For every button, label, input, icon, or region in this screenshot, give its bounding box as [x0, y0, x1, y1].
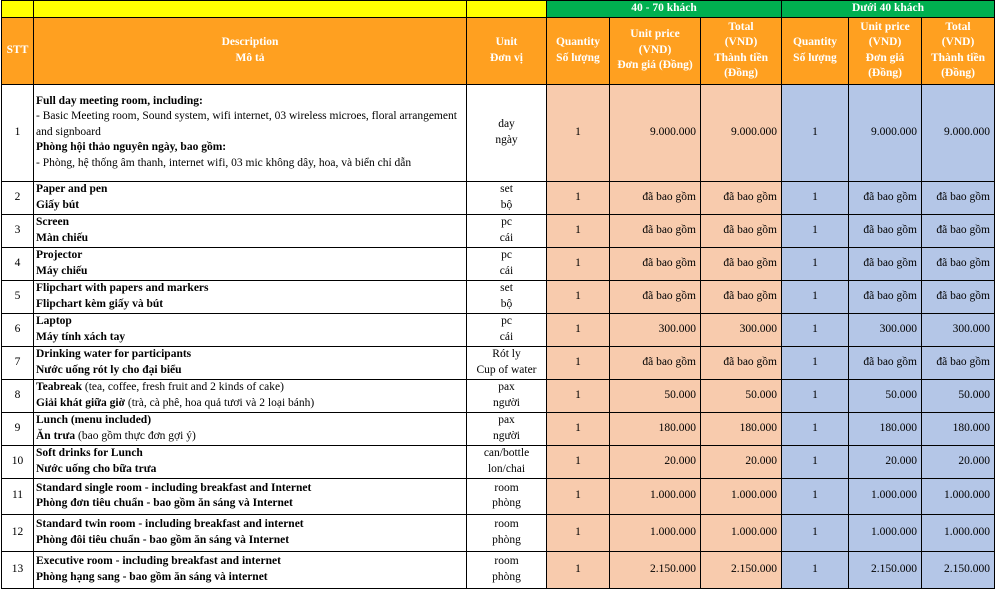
row-total-2: 1.000.000 — [922, 478, 995, 514]
column-header-row — [2, 17, 995, 84]
table-row — [2, 551, 995, 588]
row-quantity-1: 1 — [547, 412, 610, 445]
row-quantity-2: 1 — [782, 514, 849, 551]
row-quantity-1: 1 — [547, 84, 610, 181]
header-total-1: Total (VND) Thành tiền (Đồng) — [701, 17, 782, 84]
row-number: 9 — [2, 412, 34, 445]
row-unit-price-1: 300.000 — [610, 313, 701, 346]
row-number: 3 — [2, 214, 34, 247]
header-description: Description Mô tả — [34, 17, 467, 84]
row-description: Standard twin room - including breakfast and internet Phòng đôi tiêu chuẩn - bao gồm ăn sáng và Internet — [34, 514, 467, 551]
row-quantity-2: 1 — [782, 412, 849, 445]
header-unit: Unit Đơn vị — [467, 17, 547, 84]
row-total-1: đã bao gồm — [701, 247, 782, 280]
row-description: Laptop Máy tính xách tay — [34, 313, 467, 346]
row-number: 5 — [2, 280, 34, 313]
row-unit-price-2: 180.000 — [849, 412, 922, 445]
row-number: 11 — [2, 478, 34, 514]
row-total-1: đã bao gồm — [701, 346, 782, 379]
row-total-2: 20.000 — [922, 445, 995, 478]
row-quantity-1: 1 — [547, 379, 610, 412]
row-quantity-1: 1 — [547, 313, 610, 346]
row-description: Full day meeting room, including: - Basic Meeting room, Sound system, wifi internet, 03 wireless microes, floral arrangement and signboard Phòng hội thảo nguyên ngày, bao gồm: - Phòng, hệ thống âm thanh, internet wifi, 03 mic không dây, hoa, và biển chỉ dẫn — [34, 84, 467, 181]
row-unit: pc cái — [467, 313, 547, 346]
table-row — [2, 84, 995, 181]
row-number: 12 — [2, 514, 34, 551]
row-unit-price-2: 20.000 — [849, 445, 922, 478]
row-total-2: 300.000 — [922, 313, 995, 346]
group-header-row — [2, 1, 995, 18]
row-total-1: đã bao gồm — [701, 280, 782, 313]
row-total-1: đã bao gồm — [701, 214, 782, 247]
row-unit-price-2: 1.000.000 — [849, 478, 922, 514]
row-unit: Rót ly Cup of water — [467, 346, 547, 379]
row-quantity-2: 1 — [782, 478, 849, 514]
row-description: Screen Màn chiếu — [34, 214, 467, 247]
row-number: 13 — [2, 551, 34, 588]
row-total-2: đã bao gồm — [922, 214, 995, 247]
row-quantity-1: 1 — [547, 551, 610, 588]
row-description: Flipchart with papers and markers Flipchart kèm giấy và bút — [34, 280, 467, 313]
row-quantity-2: 1 — [782, 181, 849, 214]
row-unit: room phòng — [467, 551, 547, 588]
row-unit-price-2: 300.000 — [849, 313, 922, 346]
quotation-table — [1, 0, 995, 589]
row-unit: pc cái — [467, 214, 547, 247]
header-unit-price-1: Unit price (VND) Đơn giá (Đồng) — [610, 17, 701, 84]
row-unit-price-2: đã bao gồm — [849, 346, 922, 379]
row-total-2: 1.000.000 — [922, 514, 995, 551]
table-row — [2, 247, 995, 280]
row-unit: set bộ — [467, 181, 547, 214]
row-quantity-1: 1 — [547, 214, 610, 247]
row-total-2: đã bao gồm — [922, 247, 995, 280]
row-number: 1 — [2, 84, 34, 181]
row-quantity-1: 1 — [547, 514, 610, 551]
row-description: Soft drinks for Lunch Nước uống cho bữa trưa — [34, 445, 467, 478]
table-row — [2, 181, 995, 214]
table-row — [2, 346, 995, 379]
row-unit-price-1: 180.000 — [610, 412, 701, 445]
row-total-1: 1.000.000 — [701, 478, 782, 514]
row-unit-price-2: đã bao gồm — [849, 247, 922, 280]
row-unit: day ngày — [467, 84, 547, 181]
row-total-2: đã bao gồm — [922, 346, 995, 379]
row-unit: can/bottle lon/chai — [467, 445, 547, 478]
row-quantity-2: 1 — [782, 551, 849, 588]
row-quantity-2: 1 — [782, 214, 849, 247]
row-number: 7 — [2, 346, 34, 379]
table-row — [2, 445, 995, 478]
header-total-2: Total (VND) Thành tiền (Đồng) — [922, 17, 995, 84]
row-quantity-1: 1 — [547, 346, 610, 379]
row-unit: room phòng — [467, 478, 547, 514]
group-header-under-40: Dưới 40 khách — [782, 1, 995, 18]
row-total-1: 300.000 — [701, 313, 782, 346]
row-unit-price-2: đã bao gồm — [849, 181, 922, 214]
table-row — [2, 280, 995, 313]
row-number: 2 — [2, 181, 34, 214]
row-unit-price-1: đã bao gồm — [610, 214, 701, 247]
row-total-2: 50.000 — [922, 379, 995, 412]
row-unit-price-2: 50.000 — [849, 379, 922, 412]
row-number: 4 — [2, 247, 34, 280]
row-quantity-2: 1 — [782, 379, 849, 412]
row-quantity-1: 1 — [547, 478, 610, 514]
row-unit-price-1: đã bao gồm — [610, 280, 701, 313]
row-unit: pc cái — [467, 247, 547, 280]
row-unit-price-1: đã bao gồm — [610, 247, 701, 280]
row-unit-price-1: 2.150.000 — [610, 551, 701, 588]
row-unit-price-1: 9.000.000 — [610, 84, 701, 181]
table-row — [2, 214, 995, 247]
row-quantity-2: 1 — [782, 445, 849, 478]
row-total-2: 9.000.000 — [922, 84, 995, 181]
row-quantity-2: 1 — [782, 84, 849, 181]
row-description: Teabreak (tea, coffee, fresh fruit and 2 kinds of cake) Giải khát giữa giờ (trà, cà phê, hoa quả tươi và 2 loại bánh) — [34, 379, 467, 412]
row-description: Executive room - including breakfast and internet Phòng hạng sang - bao gồm ăn sáng và internet — [34, 551, 467, 588]
row-number: 10 — [2, 445, 34, 478]
row-total-2: 180.000 — [922, 412, 995, 445]
row-total-1: 50.000 — [701, 379, 782, 412]
row-description: Standard single room - including breakfast and Internet Phòng đơn tiêu chuẩn - bao gồm ăn sáng và Internet — [34, 478, 467, 514]
row-total-1: 2.150.000 — [701, 551, 782, 588]
row-unit-price-1: 1.000.000 — [610, 478, 701, 514]
table-row — [2, 478, 995, 514]
row-quantity-1: 1 — [547, 445, 610, 478]
row-number: 6 — [2, 313, 34, 346]
row-unit-price-2: 1.000.000 — [849, 514, 922, 551]
row-description: Projector Máy chiếu — [34, 247, 467, 280]
row-quantity-1: 1 — [547, 181, 610, 214]
row-description: Paper and pen Giấy bút — [34, 181, 467, 214]
row-quantity-2: 1 — [782, 247, 849, 280]
table-row — [2, 379, 995, 412]
row-unit-price-2: 2.150.000 — [849, 551, 922, 588]
row-quantity-2: 1 — [782, 313, 849, 346]
row-total-2: đã bao gồm — [922, 181, 995, 214]
row-quantity-1: 1 — [547, 247, 610, 280]
row-quantity-1: 1 — [547, 280, 610, 313]
row-total-1: 1.000.000 — [701, 514, 782, 551]
row-total-1: đã bao gồm — [701, 181, 782, 214]
table-row — [2, 412, 995, 445]
row-total-1: 9.000.000 — [701, 84, 782, 181]
row-unit-price-1: 1.000.000 — [610, 514, 701, 551]
table-row — [2, 313, 995, 346]
row-description: Lunch (menu included) Ăn trưa (bao gồm thực đơn gợi ý) — [34, 412, 467, 445]
row-total-2: 2.150.000 — [922, 551, 995, 588]
table-row — [2, 514, 995, 551]
row-total-1: 180.000 — [701, 412, 782, 445]
row-unit-price-1: 20.000 — [610, 445, 701, 478]
row-number: 8 — [2, 379, 34, 412]
row-quantity-2: 1 — [782, 346, 849, 379]
header-quantity-1: Quantity Số lượng — [547, 17, 610, 84]
row-unit-price-1: đã bao gồm — [610, 346, 701, 379]
header-quantity-2: Quantity Số lượng — [782, 17, 849, 84]
header-unit-price-2: Unit price (VND) Đơn giá (Đồng) — [849, 17, 922, 84]
row-total-1: 20.000 — [701, 445, 782, 478]
header-stt: STT — [2, 17, 34, 84]
row-unit-price-1: đã bao gồm — [610, 181, 701, 214]
row-unit-price-2: đã bao gồm — [849, 214, 922, 247]
row-unit: pax người — [467, 412, 547, 445]
row-unit-price-1: 50.000 — [610, 379, 701, 412]
row-unit-price-2: 9.000.000 — [849, 84, 922, 181]
row-quantity-2: 1 — [782, 280, 849, 313]
row-description: Drinking water for participants Nước uống rót ly cho đại biểu — [34, 346, 467, 379]
row-total-2: đã bao gồm — [922, 280, 995, 313]
row-unit: set bộ — [467, 280, 547, 313]
row-unit: room phòng — [467, 514, 547, 551]
row-unit: pax người — [467, 379, 547, 412]
group-header-40-70: 40 - 70 khách — [547, 1, 782, 18]
row-unit-price-2: đã bao gồm — [849, 280, 922, 313]
